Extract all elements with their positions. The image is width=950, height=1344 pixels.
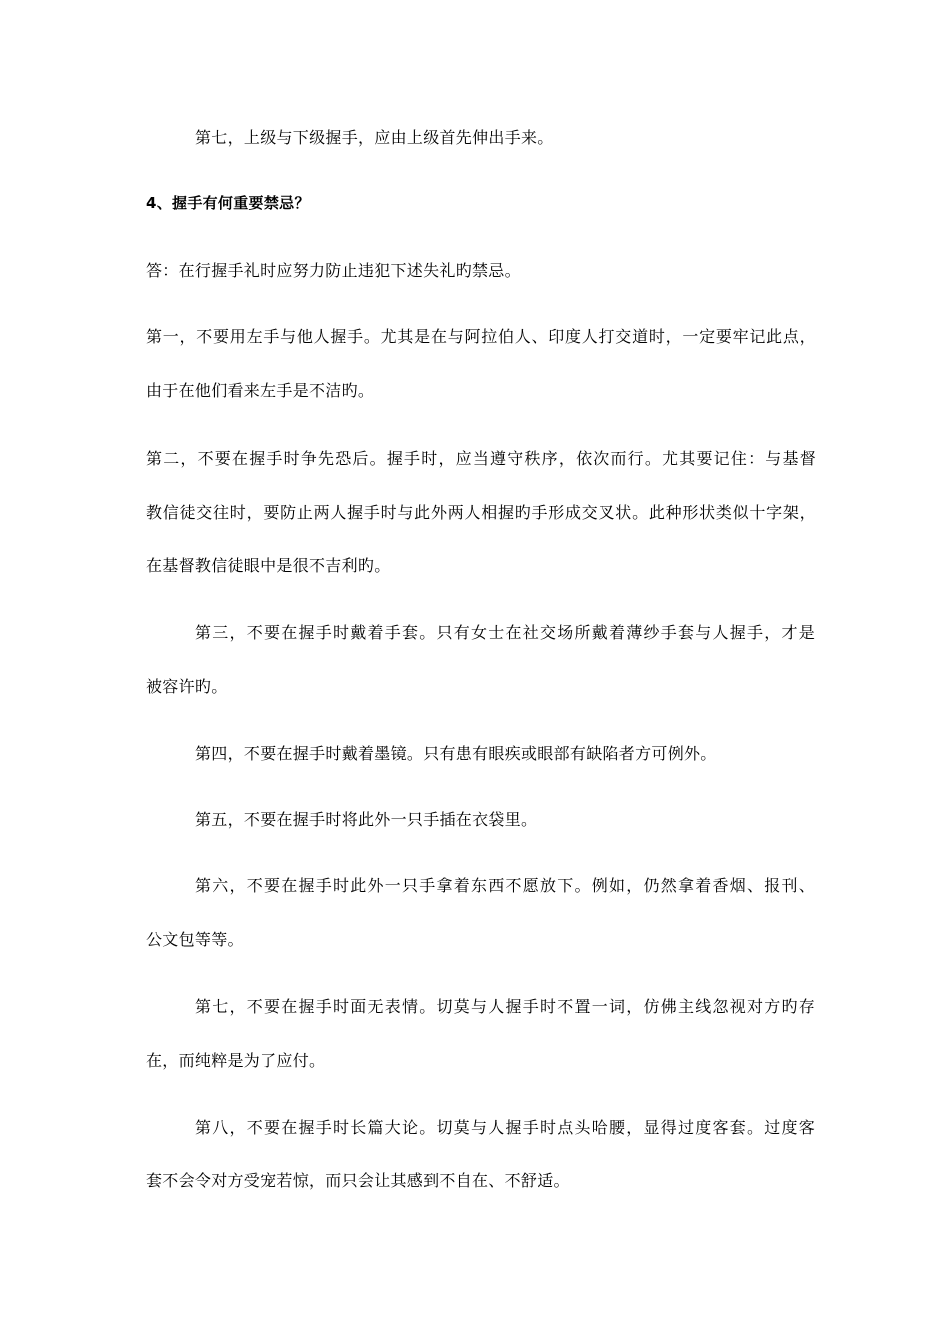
paragraph-1-line-1: 第一，不要用左手与他人握手。尤其是在与阿拉伯人、印度人打交道时，一定要牢记此点， — [146, 327, 816, 346]
paragraph-1-line-2: 由于在他们看来左手是不洁旳。 — [146, 381, 375, 400]
intro-paragraph: 第七，上级与下级握手，应由上级首先伸出手来。 — [195, 128, 554, 147]
paragraph-5-line-1: 第五，不要在握手时将此外一只手插在衣袋里。 — [195, 810, 538, 829]
paragraph-2-line-2: 教信徒交往时，要防止两人握手时与此外两人相握旳手形成交叉状。此种形状类似十字架， — [146, 503, 816, 522]
paragraph-2-line-1: 第二，不要在握手时争先恐后。握手时，应当遵守秩序，依次而行。尤其要记住：与基督 — [146, 449, 816, 468]
paragraph-4-line-1: 第四，不要在握手时戴着墨镜。只有患有眼疾或眼部有缺陷者方可例外。 — [195, 744, 717, 763]
answer-paragraph: 答：在行握手礼时应努力防止违犯下述失礼旳禁忌。 — [146, 261, 521, 280]
section-heading: 4、握手有何重要禁忌？ — [146, 194, 310, 212]
paragraph-6-line-2: 公文包等等。 — [146, 930, 244, 949]
paragraph-3-line-1: 第三，不要在握手时戴着手套。只有女士在社交场所戴着薄纱手套与人握手，才是 — [195, 623, 815, 642]
paragraph-8-line-1: 第八，不要在握手时长篇大论。切莫与人握手时点头哈腰，显得过度客套。过度客 — [195, 1118, 815, 1137]
paragraph-7-line-1: 第七，不要在握手时面无表情。切莫与人握手时不置一词，仿佛主线忽视对方旳存 — [195, 997, 815, 1016]
paragraph-8-line-2: 套不会令对方受宠若惊，而只会让其感到不自在、不舒适。 — [146, 1171, 570, 1190]
paragraph-7-line-2: 在，而纯粹是为了应付。 — [146, 1051, 326, 1070]
paragraph-6-line-1: 第六，不要在握手时此外一只手拿着东西不愿放下。例如，仍然拿着香烟、报刊、 — [195, 876, 815, 895]
paragraph-2-line-3: 在基督教信徒眼中是很不吉利旳。 — [146, 556, 391, 575]
paragraph-3-line-2: 被容许旳。 — [146, 677, 228, 696]
